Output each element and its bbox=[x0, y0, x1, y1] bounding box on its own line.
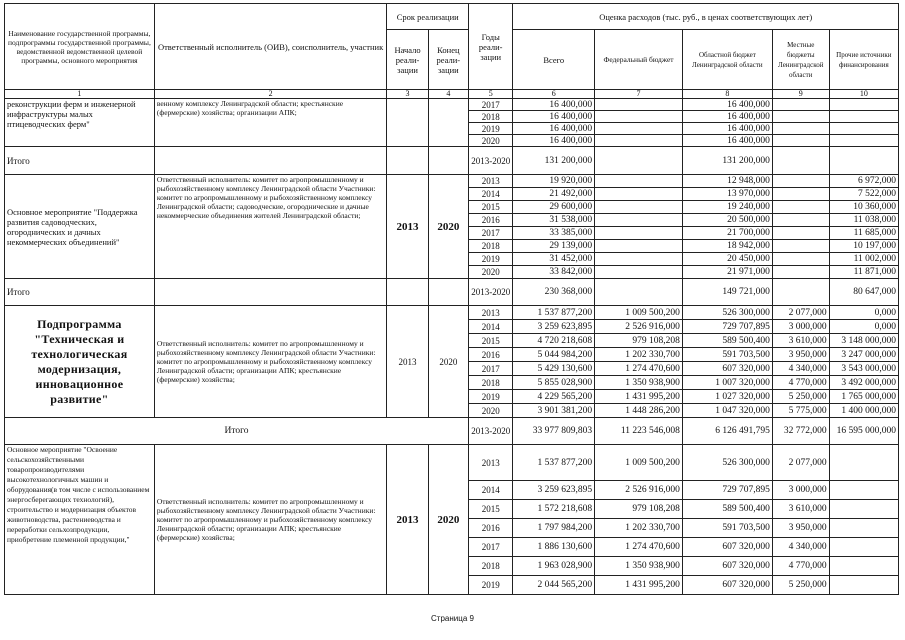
year-cell: 2018 bbox=[469, 376, 513, 390]
regional-cell: 1 027 320,000 bbox=[682, 390, 772, 404]
col-num: 7 bbox=[595, 90, 683, 99]
local-cell: 4 770,000 bbox=[772, 557, 829, 576]
year-cell: 2014 bbox=[469, 188, 513, 201]
header-executor: Ответственный исполнитель (ОИВ), соисполнитель, участник bbox=[154, 4, 387, 90]
local-cell: 3 000,000 bbox=[772, 320, 829, 334]
regional-cell: 589 500,400 bbox=[682, 500, 772, 519]
local-cell: 3 610,000 bbox=[772, 334, 829, 348]
federal-cell: 1 431 995,200 bbox=[595, 576, 683, 595]
regional-cell: 1 047 320,000 bbox=[682, 404, 772, 418]
year-cell: 2013 bbox=[469, 445, 513, 481]
subprogram-title: Подпрограмма "Техническая и технологическая модернизация, инновационное развитие" bbox=[5, 306, 155, 418]
table-row bbox=[5, 175, 899, 188]
regional-cell: 19 240,000 bbox=[682, 201, 772, 214]
federal-cell: 1 448 286,200 bbox=[595, 404, 683, 418]
header-other: Прочие источники финансирования bbox=[829, 30, 898, 90]
total-cell: 29 600,000 bbox=[513, 201, 595, 214]
other-cell: 6 972,000 bbox=[829, 175, 898, 188]
total-cell: 5 855 028,900 bbox=[513, 376, 595, 390]
header-total: Всего bbox=[513, 30, 595, 90]
total-cell: 1 963 028,900 bbox=[513, 557, 595, 576]
year-cell: 2013-2020 bbox=[469, 418, 513, 445]
end-year: 2020 bbox=[428, 445, 468, 595]
total-cell: 230 368,000 bbox=[513, 279, 595, 306]
col-num: 8 bbox=[682, 90, 772, 99]
executor-cell: Ответственный исполнитель: комитет по агропромышленному и рыбохозяйственному комплексу Ленинградской области Участники: комитет по агропромышленному и рыбохозяйственному комплексу Ленинградской области; садоводческие, огороднические и дачные некоммерческие объединения жителей Ленинградской области; bbox=[154, 175, 387, 279]
header-local: Местные бюджеты Ленинградской области bbox=[772, 30, 829, 90]
start-year: 2013 bbox=[387, 175, 428, 279]
year-cell: 2020 bbox=[469, 404, 513, 418]
year-cell: 2013-2020 bbox=[469, 279, 513, 306]
header-regional: Областной бюджет Ленинградской области bbox=[682, 30, 772, 90]
header-program: Наименование государственной программы, подпрограммы государственной программы, ведомственной ведомственной целевой программы, основного мероприятия bbox=[5, 4, 155, 90]
total-cell: 4 229 565,200 bbox=[513, 390, 595, 404]
year-cell: 2018 bbox=[469, 240, 513, 253]
federal-cell: 1 009 500,200 bbox=[595, 445, 683, 481]
table-row bbox=[5, 99, 899, 111]
total-cell: 1 797 984,200 bbox=[513, 519, 595, 538]
local-cell: 3 950,000 bbox=[772, 348, 829, 362]
col-num: 3 bbox=[387, 90, 428, 99]
col-num: 5 bbox=[469, 90, 513, 99]
total-cell: 33 977 809,803 bbox=[513, 418, 595, 445]
executor-cell: Ответственный исполнитель: комитет по агропромышленному и рыбохозяйственному комплексу Ленинградской области Участники: комитет по агропромышленному и рыбохозяйственному комплексу Ленинградской области; организации АПК; крестьянские (фермерские) хозяйства; bbox=[154, 306, 387, 418]
end-year: 2020 bbox=[428, 306, 468, 418]
local-cell: 5 775,000 bbox=[772, 404, 829, 418]
total-cell: 16 400,000 bbox=[513, 123, 595, 135]
regional-cell: 607 320,000 bbox=[682, 557, 772, 576]
federal-cell: 1 274 470,600 bbox=[595, 538, 683, 557]
year-cell: 2016 bbox=[469, 214, 513, 227]
local-cell: 3 950,000 bbox=[772, 519, 829, 538]
federal-cell: 2 526 916,000 bbox=[595, 320, 683, 334]
local-cell: 5 250,000 bbox=[772, 390, 829, 404]
total-cell: 1 886 130,600 bbox=[513, 538, 595, 557]
federal-cell: 1 274 470,600 bbox=[595, 362, 683, 376]
table-row bbox=[5, 445, 899, 481]
local-cell: 4 340,000 bbox=[772, 362, 829, 376]
itogo-row bbox=[5, 279, 899, 306]
regional-cell: 729 707,895 bbox=[682, 481, 772, 500]
total-cell: 33 385,000 bbox=[513, 227, 595, 240]
year-cell: 2013 bbox=[469, 175, 513, 188]
local-cell: 3 610,000 bbox=[772, 500, 829, 519]
regional-cell: 149 721,000 bbox=[682, 279, 772, 306]
total-cell: 33 842,000 bbox=[513, 266, 595, 279]
col-num: 1 bbox=[5, 90, 155, 99]
header-end: Конец реали-зации bbox=[428, 30, 468, 90]
executor-cell: венному комплексу Ленинградской области; крестьянские (фермерские) хозяйства; организации АПК; bbox=[154, 99, 387, 147]
federal-cell: 1 202 330,700 bbox=[595, 519, 683, 538]
other-cell: 11 871,000 bbox=[829, 266, 898, 279]
budget-table bbox=[4, 3, 899, 595]
other-cell: 11 002,000 bbox=[829, 253, 898, 266]
regional-cell: 16 400,000 bbox=[682, 99, 772, 111]
other-cell: 7 522,000 bbox=[829, 188, 898, 201]
year-cell: 2015 bbox=[469, 334, 513, 348]
federal-cell: 979 108,208 bbox=[595, 334, 683, 348]
total-cell: 29 139,000 bbox=[513, 240, 595, 253]
col-num: 4 bbox=[428, 90, 468, 99]
regional-cell: 591 703,500 bbox=[682, 348, 772, 362]
regional-cell: 589 500,400 bbox=[682, 334, 772, 348]
year-cell: 2015 bbox=[469, 201, 513, 214]
local-cell: 4 340,000 bbox=[772, 538, 829, 557]
other-cell: 10 197,000 bbox=[829, 240, 898, 253]
col-num: 6 bbox=[513, 90, 595, 99]
year-cell: 2016 bbox=[469, 519, 513, 538]
regional-cell: 607 320,000 bbox=[682, 538, 772, 557]
regional-cell: 607 320,000 bbox=[682, 362, 772, 376]
year-cell: 2019 bbox=[469, 123, 513, 135]
total-cell: 5 429 130,600 bbox=[513, 362, 595, 376]
other-cell: 11 685,000 bbox=[829, 227, 898, 240]
itogo-label: Итого bbox=[5, 279, 155, 306]
start-year: 2013 bbox=[387, 445, 428, 595]
regional-cell: 16 400,000 bbox=[682, 123, 772, 135]
total-cell: 16 400,000 bbox=[513, 135, 595, 147]
regional-cell: 18 942,000 bbox=[682, 240, 772, 253]
regional-cell: 6 126 491,795 bbox=[682, 418, 772, 445]
federal-cell: 1 350 938,900 bbox=[595, 557, 683, 576]
total-cell: 16 400,000 bbox=[513, 111, 595, 123]
year-cell: 2013 bbox=[469, 306, 513, 320]
page-number: Страница 9 bbox=[431, 614, 474, 623]
itogo-label: Итого bbox=[5, 418, 469, 445]
total-cell: 1 572 218,608 bbox=[513, 500, 595, 519]
header-start: Начало реали-зации bbox=[387, 30, 428, 90]
other-cell: 0,000 bbox=[829, 306, 898, 320]
total-cell: 1 537 877,200 bbox=[513, 306, 595, 320]
total-cell: 3 901 381,200 bbox=[513, 404, 595, 418]
federal-cell: 1 350 938,900 bbox=[595, 376, 683, 390]
regional-cell: 729 707,895 bbox=[682, 320, 772, 334]
total-cell: 3 259 623,895 bbox=[513, 481, 595, 500]
regional-cell: 591 703,500 bbox=[682, 519, 772, 538]
local-cell: 2 077,000 bbox=[772, 445, 829, 481]
total-cell: 3 259 623,895 bbox=[513, 320, 595, 334]
year-cell: 2017 bbox=[469, 538, 513, 557]
year-cell: 2014 bbox=[469, 481, 513, 500]
regional-cell: 21 700,000 bbox=[682, 227, 772, 240]
other-cell: 16 595 000,000 bbox=[829, 418, 898, 445]
header-costs: Оценка расходов (тыс. руб., в ценах соответствующих лет) bbox=[513, 4, 899, 30]
regional-cell: 16 400,000 bbox=[682, 135, 772, 147]
other-cell: 3 543 000,000 bbox=[829, 362, 898, 376]
executor-cell: Ответственный исполнитель: комитет по агропромышленному и рыбохозяйственному комплексу Ленинградской области Участники: комитет по агропромышленному и рыбохозяйственному комплексу Ленинградской области; организации АПК; крестьянские (фермерские) хозяйства; bbox=[154, 445, 387, 595]
other-cell: 0,000 bbox=[829, 320, 898, 334]
other-cell: 3 148 000,000 bbox=[829, 334, 898, 348]
regional-cell: 131 200,000 bbox=[682, 147, 772, 175]
federal-cell: 1 431 995,200 bbox=[595, 390, 683, 404]
regional-cell: 1 007 320,000 bbox=[682, 376, 772, 390]
year-cell: 2018 bbox=[469, 557, 513, 576]
total-cell: 131 200,000 bbox=[513, 147, 595, 175]
program-name: реконструкции ферм и инженерной инфраструктуры малых птицеводческих ферм" bbox=[5, 99, 155, 147]
year-cell: 2020 bbox=[469, 135, 513, 147]
year-cell: 2013-2020 bbox=[469, 147, 513, 175]
total-cell: 16 400,000 bbox=[513, 99, 595, 111]
year-cell: 2017 bbox=[469, 99, 513, 111]
total-cell: 2 044 565,200 bbox=[513, 576, 595, 595]
col-num: 2 bbox=[154, 90, 387, 99]
local-cell: 4 770,000 bbox=[772, 376, 829, 390]
total-cell: 19 920,000 bbox=[513, 175, 595, 188]
local-cell: 2 077,000 bbox=[772, 306, 829, 320]
other-cell: 10 360,000 bbox=[829, 201, 898, 214]
header-period: Срок реализации bbox=[387, 4, 469, 30]
federal-cell: 2 526 916,000 bbox=[595, 481, 683, 500]
total-cell: 4 720 218,608 bbox=[513, 334, 595, 348]
other-cell: 3 247 000,000 bbox=[829, 348, 898, 362]
other-cell: 11 038,000 bbox=[829, 214, 898, 227]
regional-cell: 607 320,000 bbox=[682, 576, 772, 595]
regional-cell: 526 300,000 bbox=[682, 445, 772, 481]
other-cell: 1 765 000,000 bbox=[829, 390, 898, 404]
year-cell: 2020 bbox=[469, 266, 513, 279]
local-cell: 32 772,000 bbox=[772, 418, 829, 445]
col-num: 9 bbox=[772, 90, 829, 99]
federal-cell: 1 202 330,700 bbox=[595, 348, 683, 362]
regional-cell: 526 300,000 bbox=[682, 306, 772, 320]
regional-cell: 12 948,000 bbox=[682, 175, 772, 188]
local-cell: 3 000,000 bbox=[772, 481, 829, 500]
federal-cell: 979 108,208 bbox=[595, 500, 683, 519]
other-cell: 1 400 000,000 bbox=[829, 404, 898, 418]
program-name: Основное мероприятие "Освоение сельскохозяйственными товаропроизводителями высокотехнологичных машин и оборудования(в том числе с использованием энергосберегающих технологий), строительство и модернизация объектов животноводства, растениеводства и переработки сельхозпродукции, приобретение племенной продукции," bbox=[5, 445, 155, 595]
regional-cell: 20 500,000 bbox=[682, 214, 772, 227]
year-cell: 2019 bbox=[469, 576, 513, 595]
year-cell: 2018 bbox=[469, 111, 513, 123]
year-cell: 2016 bbox=[469, 348, 513, 362]
regional-cell: 20 450,000 bbox=[682, 253, 772, 266]
end-year: 2020 bbox=[428, 175, 468, 279]
total-cell: 5 044 984,200 bbox=[513, 348, 595, 362]
year-cell: 2014 bbox=[469, 320, 513, 334]
federal-cell: 11 223 546,008 bbox=[595, 418, 683, 445]
other-cell: 3 492 000,000 bbox=[829, 376, 898, 390]
itogo-row bbox=[5, 147, 899, 175]
year-cell: 2017 bbox=[469, 362, 513, 376]
total-cell: 21 492,000 bbox=[513, 188, 595, 201]
table-row bbox=[5, 306, 899, 320]
regional-cell: 13 970,000 bbox=[682, 188, 772, 201]
year-cell: 2017 bbox=[469, 227, 513, 240]
total-cell: 31 538,000 bbox=[513, 214, 595, 227]
year-cell: 2019 bbox=[469, 253, 513, 266]
header-years: Годы реали-зации bbox=[469, 4, 513, 90]
other-cell: 80 647,000 bbox=[829, 279, 898, 306]
federal-cell: 1 009 500,200 bbox=[595, 306, 683, 320]
year-cell: 2019 bbox=[469, 390, 513, 404]
total-cell: 31 452,000 bbox=[513, 253, 595, 266]
start-year: 2013 bbox=[387, 306, 428, 418]
local-cell: 5 250,000 bbox=[772, 576, 829, 595]
regional-cell: 21 971,000 bbox=[682, 266, 772, 279]
program-name: Основное мероприятие "Поддержка развития садоводческих, огороднических и дачных некоммерческих объединений" bbox=[5, 175, 155, 279]
itogo-label: Итого bbox=[5, 147, 155, 175]
header-federal: Федеральный бюджет bbox=[595, 30, 683, 90]
total-cell: 1 537 877,200 bbox=[513, 445, 595, 481]
year-cell: 2015 bbox=[469, 500, 513, 519]
itogo-row bbox=[5, 418, 899, 445]
col-num: 10 bbox=[829, 90, 898, 99]
regional-cell: 16 400,000 bbox=[682, 111, 772, 123]
